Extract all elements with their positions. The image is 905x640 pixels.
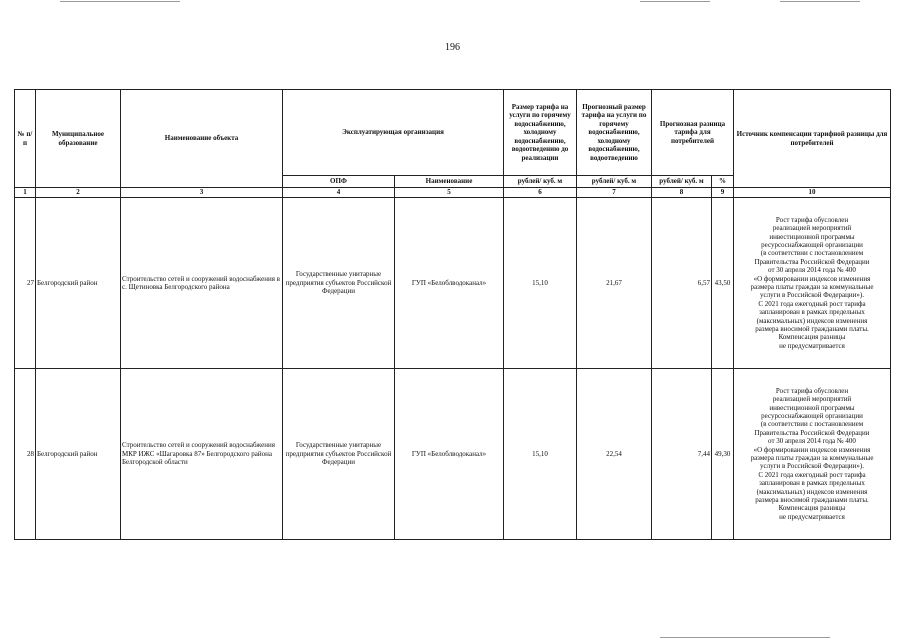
source-line: услуги в Российской Федерации»). [760, 291, 864, 300]
tariff-table [14, 89, 891, 540]
row-forecast: 21,67 [577, 198, 652, 369]
row-opf: Государственные унитарные предприятия субъектов Российской Федерации [283, 198, 395, 369]
col-number: 10 [734, 188, 891, 198]
table-row [15, 369, 891, 540]
col-number: 6 [504, 188, 577, 198]
row-tariff: 15,10 [504, 198, 577, 369]
row-opf: Государственные унитарные предприятия субъектов Российской Федерации [283, 369, 395, 540]
scan-edge-line [640, 1, 710, 2]
scan-edge-line [60, 1, 180, 2]
source-line: инвестиционной программы [769, 403, 855, 412]
col-number: 2 [36, 188, 121, 198]
row-num: 27 [15, 198, 36, 369]
page-number: 196 [445, 42, 460, 53]
header-unit-pct: % [712, 176, 734, 188]
header-opf: ОПФ [283, 176, 395, 188]
column-number-row [15, 188, 891, 198]
source-line: Рост тарифа обусловлен [775, 386, 849, 395]
row-municipality: Белгородский район [36, 198, 121, 369]
header-forecast-tariff: Прогнозный размер тарифа на услуги по горячему водоснабжению, холодному водоснабжению, водоотведению [577, 90, 652, 176]
source-line: «О формировании индексов изменения [753, 274, 871, 283]
header-row-main [15, 90, 891, 176]
row-diff-pct: 49,30 [712, 369, 734, 540]
col-number: 4 [283, 188, 395, 198]
col-number: 7 [577, 188, 652, 198]
row-diff-rub: 6,57 [652, 198, 712, 369]
col-number: 5 [395, 188, 504, 198]
source-line: Правительства Российской Федерации [754, 257, 870, 266]
row-source [734, 198, 891, 369]
header-object: Наименование объекта [121, 90, 283, 188]
source-line: Рост тарифа обусловлен [775, 215, 849, 224]
source-line: не предусматривается [779, 512, 845, 521]
col-number: 1 [15, 188, 36, 198]
row-forecast: 22,54 [577, 369, 652, 540]
row-num: 28 [15, 369, 36, 540]
source-line: С 2021 года ежегодный рост тарифа [758, 470, 866, 479]
row-object: Строительство сетей и сооружений водоснабжения в с. Щетиновка Белгородского района [121, 198, 283, 369]
source-line: Компенсация разницы [778, 333, 846, 342]
source-line: (максимальных) индексов изменения [756, 487, 868, 496]
table-row [15, 198, 891, 369]
source-line: от 30 апреля 2014 года № 400 [768, 437, 856, 446]
source-line: размера вносимой гражданами платы. [755, 325, 869, 334]
row-diff-rub: 7,44 [652, 369, 712, 540]
source-line: размера платы граждан за коммунальные [750, 283, 874, 291]
source-line: ресурсоснабжающей организации [761, 411, 863, 420]
header-municipality: Муниципальное образование [36, 90, 121, 188]
source-line: реализацией мероприятий [772, 224, 852, 233]
source-line: С 2021 года ежегодный рост тарифа [758, 299, 866, 308]
row-tariff: 15,10 [504, 369, 577, 540]
source-line: ресурсоснабжающей организации [761, 240, 863, 249]
header-tariff: Размер тарифа на услуги по горячему водоснабжению, холодному водоснабжению, водоотведению до реализации [504, 90, 577, 176]
scan-edge-line [780, 1, 860, 2]
source-line: не предусматривается [779, 341, 845, 350]
row-municipality: Белгородский район [36, 369, 121, 540]
header-unit-forecast: рублей/ куб. м [577, 176, 652, 188]
row-source [734, 369, 891, 540]
header-name: Наименование [395, 176, 504, 188]
source-line: Правительства Российской Федерации [754, 428, 870, 437]
source-line: запланирован в рамках предельных [759, 479, 865, 488]
header-source: Источник компенсации тарифной разницы для потребителей [734, 90, 891, 188]
row-operator-name: ГУП «Белоблводоканал» [395, 198, 504, 369]
col-number: 9 [712, 188, 734, 198]
header-operator: Эксплуатирующая организация [283, 90, 504, 176]
header-forecast-diff: Прогнозная разница тарифа для потребителей [652, 90, 734, 176]
source-line: Компенсация разницы [778, 504, 846, 513]
source-line: запланирован в рамках предельных [759, 308, 865, 317]
source-line: размера платы граждан за коммунальные [750, 454, 874, 462]
row-object: Строительство сетей и сооружений водоснабжения МКР ИЖС «Шагаровка 87» Белгородского района Белгородской области [121, 369, 283, 540]
header-num: № п/п [15, 90, 36, 188]
header-unit-tariff: рублей/ куб. м [504, 176, 577, 188]
header-unit-diff: рублей/ куб. м [652, 176, 712, 188]
source-line: реализацией мероприятий [772, 395, 852, 404]
source-line: услуги в Российской Федерации»). [760, 462, 864, 471]
row-diff-pct: 43,50 [712, 198, 734, 369]
source-line: (в соответствии с постановлением [760, 249, 864, 258]
scan-edge-line [660, 637, 830, 638]
source-line: «О формировании индексов изменения [753, 445, 871, 454]
source-line: размера вносимой гражданами платы. [755, 496, 869, 505]
col-number: 8 [652, 188, 712, 198]
source-line: (в соответствии с постановлением [760, 420, 864, 429]
source-line: от 30 апреля 2014 года № 400 [768, 266, 856, 275]
source-line: (максимальных) индексов изменения [756, 316, 868, 325]
col-number: 3 [121, 188, 283, 198]
row-operator-name: ГУП «Белоблводоканал» [395, 369, 504, 540]
source-line: инвестиционной программы [769, 232, 855, 241]
